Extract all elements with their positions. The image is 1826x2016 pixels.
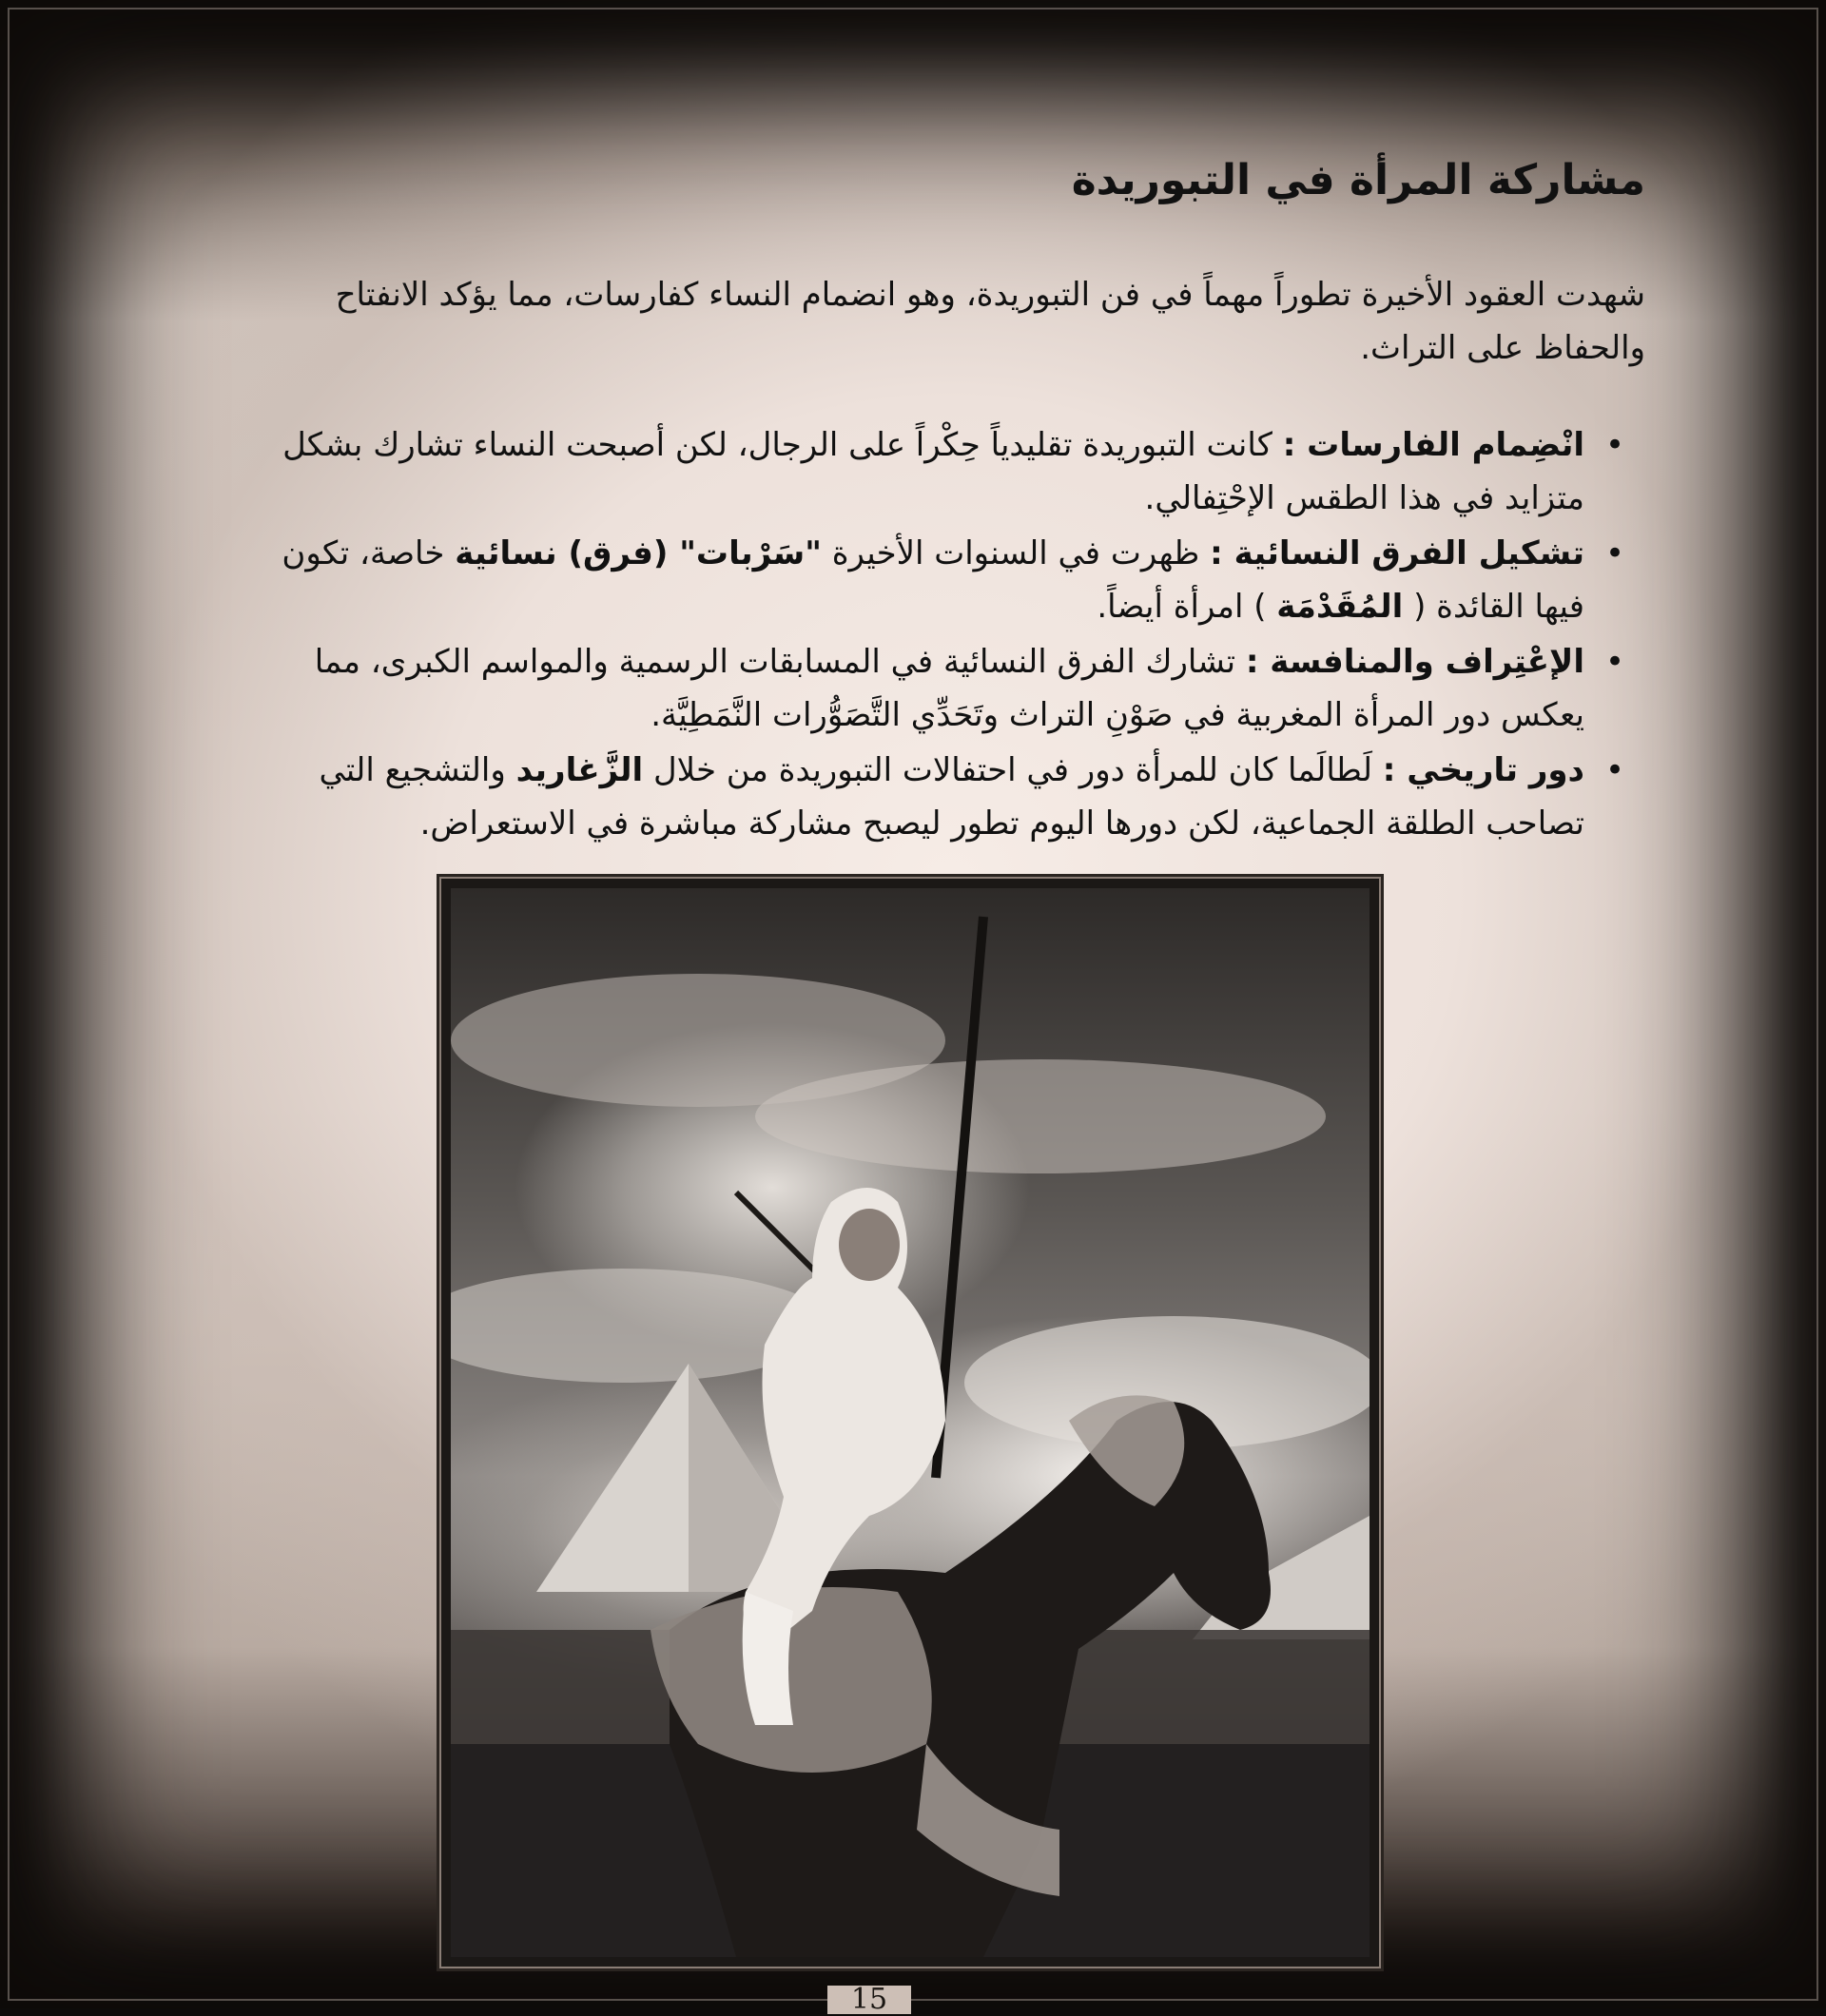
list-item-heading: دور تاريخي :: [1382, 751, 1584, 789]
page-number: 15: [827, 1986, 911, 2014]
list-item-text: لَطالَما كان للمرأة دور في احتفالات التبوريدة من خلال: [643, 751, 1383, 789]
list-item-text: والتشجيع التي تصاحب الطلقة الجماعية، لكن دورها اليوم تطور ليصبح مشاركة مباشرة في الاستعراض.: [319, 751, 1584, 843]
list-item-text: ظهرت في السنوات الأخيرة: [821, 534, 1211, 572]
list-item-text: كانت التبوريدة تقليدياً حِكْراً على الرجال، لكن أصبحت النساء تشارك بشكل متزايد في هذا الطقس الإحْتِفالي.: [282, 426, 1584, 517]
list-item: [228, 527, 1645, 633]
list-item-heading: انْضِمام الفارسات :: [1282, 426, 1584, 464]
list-item-heading: الإعْتِراف والمنافسة :: [1245, 643, 1584, 681]
list-item: [228, 418, 1645, 525]
list-item: [228, 635, 1645, 742]
list-item: [228, 744, 1645, 850]
photo-frame: [439, 877, 1381, 1968]
list-item-heading: تشكيل الفرق النسائية :: [1210, 534, 1584, 572]
list-item-text: ) امرأة أيضاً.: [1097, 588, 1277, 626]
list-item-text: تشارك الفرق النسائية في المسابقات الرسمية والمواسم الكبرى، مما يعكس دور المرأة المغربية في صَوْنِ التراث وتَحَدِّي التَّصَوُّرات النَّمَطِيَّة.: [314, 643, 1584, 734]
list-item-text: خاصة، تكون فيها القائدة (: [282, 534, 1584, 626]
bullet-icon: •: [1604, 534, 1625, 572]
intro-paragraph: شهدت العقود الأخيرة تطوراً مهماً في فن التبوريدة، وهو انضمام النساء كفارسات، مما يؤكد الانفتاح والحفاظ على التراث.: [335, 276, 1645, 367]
list-item-bold-text: المُقَدْمَة: [1276, 588, 1404, 626]
list-item-bold-text: الزَّغاريد: [515, 751, 644, 789]
bullet-icon: •: [1604, 426, 1625, 464]
female-rider-on-horse-photo: [451, 888, 1370, 1957]
bullet-icon: •: [1604, 643, 1625, 681]
bullet-list: [228, 418, 1645, 850]
page-title: مشاركة المرأة في التبوريدة: [1071, 156, 1645, 204]
photo-illustration: [451, 888, 1370, 1957]
list-item-bold-text: "سَرْبات" (فرق) نسائية: [455, 534, 822, 572]
article-body: [228, 152, 1645, 852]
bullet-icon: •: [1604, 751, 1625, 789]
